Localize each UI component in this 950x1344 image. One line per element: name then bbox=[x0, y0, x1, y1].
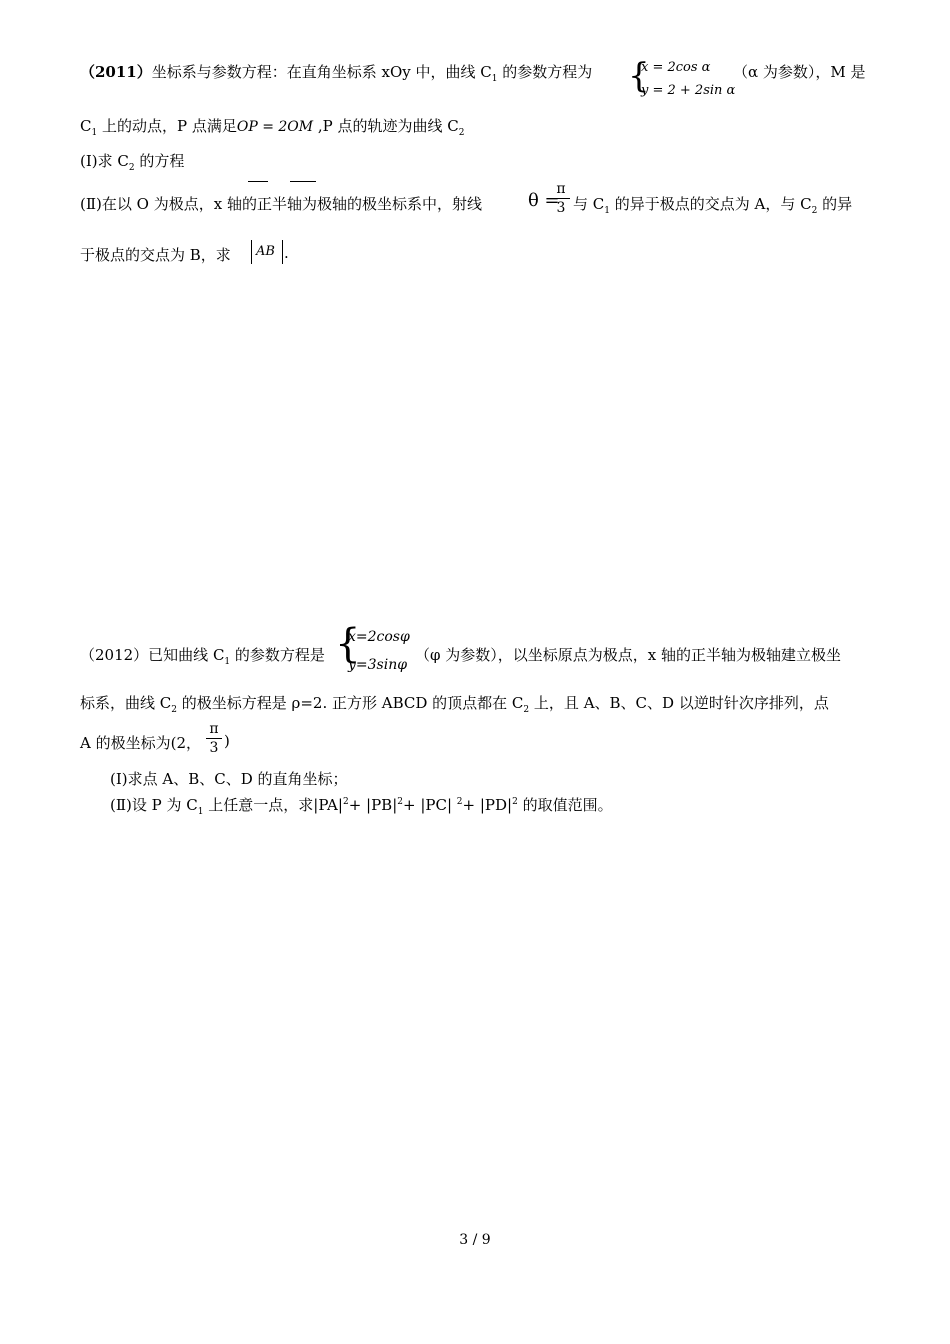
p2012-intro: （2012）已知曲线 C bbox=[80, 646, 225, 664]
p2012-l2b: 的极坐标方程是 ρ=2. 正方形 ABCD 的顶点都在 C bbox=[176, 694, 524, 712]
theta-symbol: θ = bbox=[528, 190, 560, 211]
p2011-ab: AB bbox=[256, 244, 275, 259]
p2012-q2e: + |PD| bbox=[462, 796, 513, 814]
p2011-question-2-line2 bbox=[80, 244, 872, 265]
p2012-fraction-pi-over-3 bbox=[206, 720, 222, 757]
p2011-intro-tail: 的参数方程为 bbox=[497, 63, 593, 81]
p2012-q2a: (Ⅱ)设 P 为 C bbox=[110, 796, 198, 814]
p2012-l2a: 标系，曲线 C bbox=[80, 694, 172, 712]
p2012-question-2 bbox=[110, 794, 872, 815]
p2011-q2a: (Ⅱ)在以 O 为极点，x 轴的正半轴为极轴的极坐标系中，射线 bbox=[80, 195, 482, 213]
p2012-three: 3 bbox=[209, 740, 219, 756]
p2011-q2-sub1: 1 bbox=[604, 206, 610, 216]
p2011-q1a: (Ⅰ)求 C bbox=[80, 152, 129, 170]
p2012-q2d: + |PC| bbox=[402, 796, 457, 814]
p2011-q2-sub2: 2 bbox=[811, 206, 818, 216]
vector-bar-om bbox=[290, 181, 316, 182]
p2011-sub1: 1 bbox=[491, 74, 498, 84]
p2012-eq-x: x=2cosφ bbox=[348, 629, 410, 645]
page-number: 3 / 9 bbox=[459, 1232, 491, 1248]
p2011-l2-sub1: 1 bbox=[91, 128, 98, 138]
p2012-sq-b: 2 bbox=[397, 797, 403, 807]
p2012-tail: （φ 为参数），以坐标原点为极点，x 轴的正半轴为极轴建立极坐 bbox=[415, 646, 842, 664]
p2011-q2d: 的异 bbox=[817, 195, 853, 213]
p2011-l2a: C bbox=[80, 117, 92, 135]
p2011-l2c: ,P 点的轨迹为曲线 C bbox=[313, 117, 459, 135]
p2012-question-1 bbox=[110, 768, 872, 789]
p2011-eq-y: y = 2 + 2sin α bbox=[641, 83, 736, 98]
p2012-sq-a: 2 bbox=[342, 797, 349, 807]
p2011-q2-tail bbox=[573, 193, 852, 214]
p2012-eq-y: y=3sinφ bbox=[348, 657, 408, 673]
p2011-pi: π bbox=[552, 180, 570, 199]
p2012-sq-d: 2 bbox=[512, 797, 518, 807]
p2011-fraction-pi-over-3 bbox=[552, 180, 570, 217]
p2011-l2-sub2: 2 bbox=[458, 128, 465, 138]
p2011-intro: 坐标系与参数方程：在直角坐标系 xOy 中，曲线 C bbox=[151, 63, 492, 81]
vector-bar-op bbox=[248, 181, 268, 182]
p2011-question-1 bbox=[80, 150, 872, 171]
p2012-pi: π bbox=[206, 720, 222, 739]
p2011-brace: { bbox=[628, 56, 650, 96]
p2012-q2b: 上任意一点，求|PA| bbox=[203, 796, 343, 814]
p2012-line3 bbox=[80, 732, 872, 753]
p2012-l3b: ) bbox=[224, 732, 230, 750]
p2011-year: （2011） bbox=[80, 63, 152, 81]
p2011-q2-l2b: . bbox=[284, 244, 289, 262]
p2012-q1: (Ⅰ)求点 A、B、C、D 的直角坐标； bbox=[110, 770, 348, 788]
p2012-q2c: + |PB| bbox=[348, 796, 398, 814]
p2011-q2b: 与 C bbox=[573, 195, 605, 213]
p2011-q1-sub: 2 bbox=[128, 163, 135, 173]
p2011-q1b: 的方程 bbox=[134, 152, 185, 170]
p2011-eq-x: x = 2cos α bbox=[641, 60, 711, 75]
p2012-l2c: 上，且 A、B、C、D 以逆时针次序排列，点 bbox=[529, 694, 829, 712]
p2011-param-note: （α 为参数），M 是 bbox=[733, 63, 866, 81]
p2012-q2f: 的取值范围。 bbox=[517, 796, 613, 814]
p2012-sub1: 1 bbox=[224, 657, 231, 667]
abs-ab bbox=[251, 240, 283, 264]
p2012-line2 bbox=[80, 692, 872, 713]
p2012-intro-b: 的参数方程是 bbox=[230, 646, 325, 664]
p2011-q2-l2a: 于极点的交点为 B，求 bbox=[80, 246, 231, 264]
p2012-l2-sub2: 2 bbox=[523, 705, 530, 715]
p2012-brace: { bbox=[335, 621, 361, 667]
p2011-l2b: 上的动点，P 点满足 bbox=[97, 117, 237, 135]
p2011-three: 3 bbox=[556, 200, 566, 216]
p2012-l2-sub: 2 bbox=[171, 705, 177, 715]
p2012-sq-c: 2 bbox=[456, 797, 463, 807]
p2011-line2 bbox=[80, 115, 872, 136]
p2012-l3a: A 的极坐标为(2， bbox=[80, 734, 201, 752]
p2012-q2-sub: 1 bbox=[197, 807, 204, 817]
p2011-vector-equation: OP = 2OM bbox=[236, 119, 314, 135]
p2011-q2c: 的异于极点的交点为 A，与 C bbox=[609, 195, 812, 213]
